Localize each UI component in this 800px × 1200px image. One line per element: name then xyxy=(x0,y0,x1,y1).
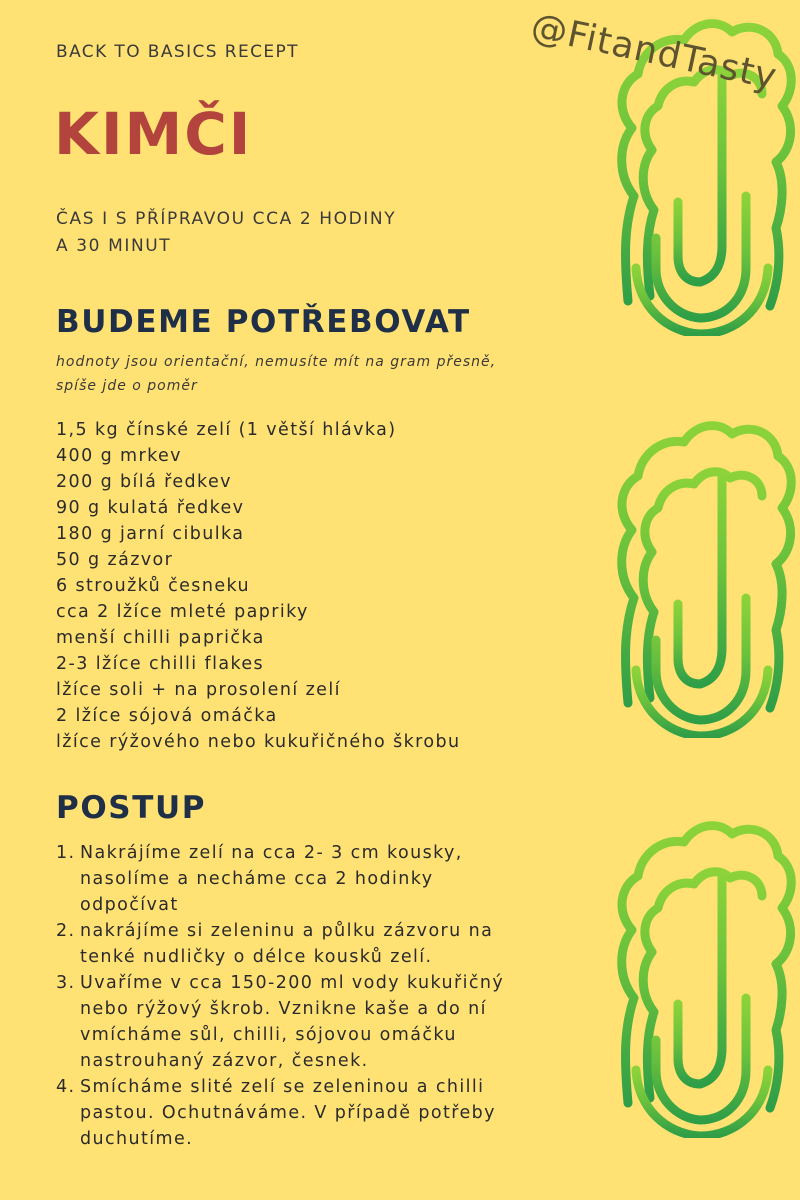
step-text-line: nastrouhaný zázvor, česnek. xyxy=(80,1051,369,1071)
ingredient-item: 2 lžíce sójová omáčka xyxy=(56,706,278,726)
ingredient-item: 400 g mrkev xyxy=(56,446,182,466)
step-text-line: odpočívat xyxy=(80,895,179,915)
step-text-line: Nakrájíme zelí na cca 2- 3 cm kousky, xyxy=(80,843,463,863)
recipe-title: KIMČI xyxy=(54,100,253,168)
step-text-line: pastou. Ochutnáváme. V případě potřeby xyxy=(80,1103,496,1123)
step-text-line: Smícháme slité zelí se zeleninou a chilli xyxy=(80,1077,485,1097)
ingredients-note xyxy=(56,350,556,398)
step-item xyxy=(56,1074,526,1152)
prep-time-line: ČAS I S PŘÍPRAVOU CCA 2 HODINY xyxy=(56,209,397,229)
step-number: 1. xyxy=(56,843,76,863)
step-text-line: nasolíme a necháme cca 2 hodinky xyxy=(80,869,434,889)
ingredient-item: 6 stroužků česneku xyxy=(56,576,250,596)
cabbage-icon xyxy=(606,808,796,1138)
ingredient-item: lžíce rýžového nebo kukuřičného škrobu xyxy=(56,732,461,752)
ingredient-item: 200 g bílá ředkev xyxy=(56,472,232,492)
step-number: 3. xyxy=(56,973,76,993)
step-text-line: Uvaříme v cca 150-200 ml vody kukuřičný xyxy=(80,973,505,993)
ingredient-item: 90 g kulatá ředkev xyxy=(56,498,245,518)
ingredient-item: 2-3 lžíce chilli flakes xyxy=(56,654,265,674)
step-text-line: vmícháme sůl, chilli, sójovou omáčku xyxy=(80,1025,457,1045)
steps-list xyxy=(56,840,526,1152)
ingredient-item: 50 g zázvor xyxy=(56,550,174,570)
step-number: 4. xyxy=(56,1077,76,1097)
ingredient-item: 1,5 kg čínské zelí (1 větší hlávka) xyxy=(56,420,397,440)
step-text-line: nakrájíme si zeleninu a půlku zázvoru na xyxy=(80,921,494,941)
ingredient-item: cca 2 lžíce mleté papriky xyxy=(56,602,309,622)
prep-time xyxy=(56,206,396,260)
step-item xyxy=(56,918,526,970)
steps-heading: POSTUP xyxy=(56,790,207,826)
step-number: 2. xyxy=(56,921,76,941)
ingredients-list xyxy=(56,417,460,755)
ingredient-item: 180 g jarní cibulka xyxy=(56,524,245,544)
cabbage-icon xyxy=(606,408,796,738)
step-text-line: tenké nudličky o délce kousků zelí. xyxy=(80,947,433,967)
watermark-handle: @FitandTasty xyxy=(527,6,781,99)
step-text-line: nebo rýžový škrob. Vznikne kaše a do ní xyxy=(80,999,487,1019)
step-item xyxy=(56,840,526,918)
ingredients-note-line: spíše jde o poměr xyxy=(56,378,198,394)
ingredient-item: lžíce soli + na prosolení zelí xyxy=(56,680,341,700)
ingredient-item: menší chilli paprička xyxy=(56,628,265,648)
ingredients-note-line: hodnoty jsou orientační, nemusíte mít na gram přesně, xyxy=(56,354,497,370)
step-item xyxy=(56,970,526,1074)
prep-time-line: A 30 MINUT xyxy=(56,236,172,256)
recipe-kicker: BACK TO BASICS RECEPT xyxy=(56,42,299,62)
step-text-line: duchutíme. xyxy=(80,1129,194,1149)
ingredients-heading: BUDEME POTŘEBOVAT xyxy=(56,304,471,340)
